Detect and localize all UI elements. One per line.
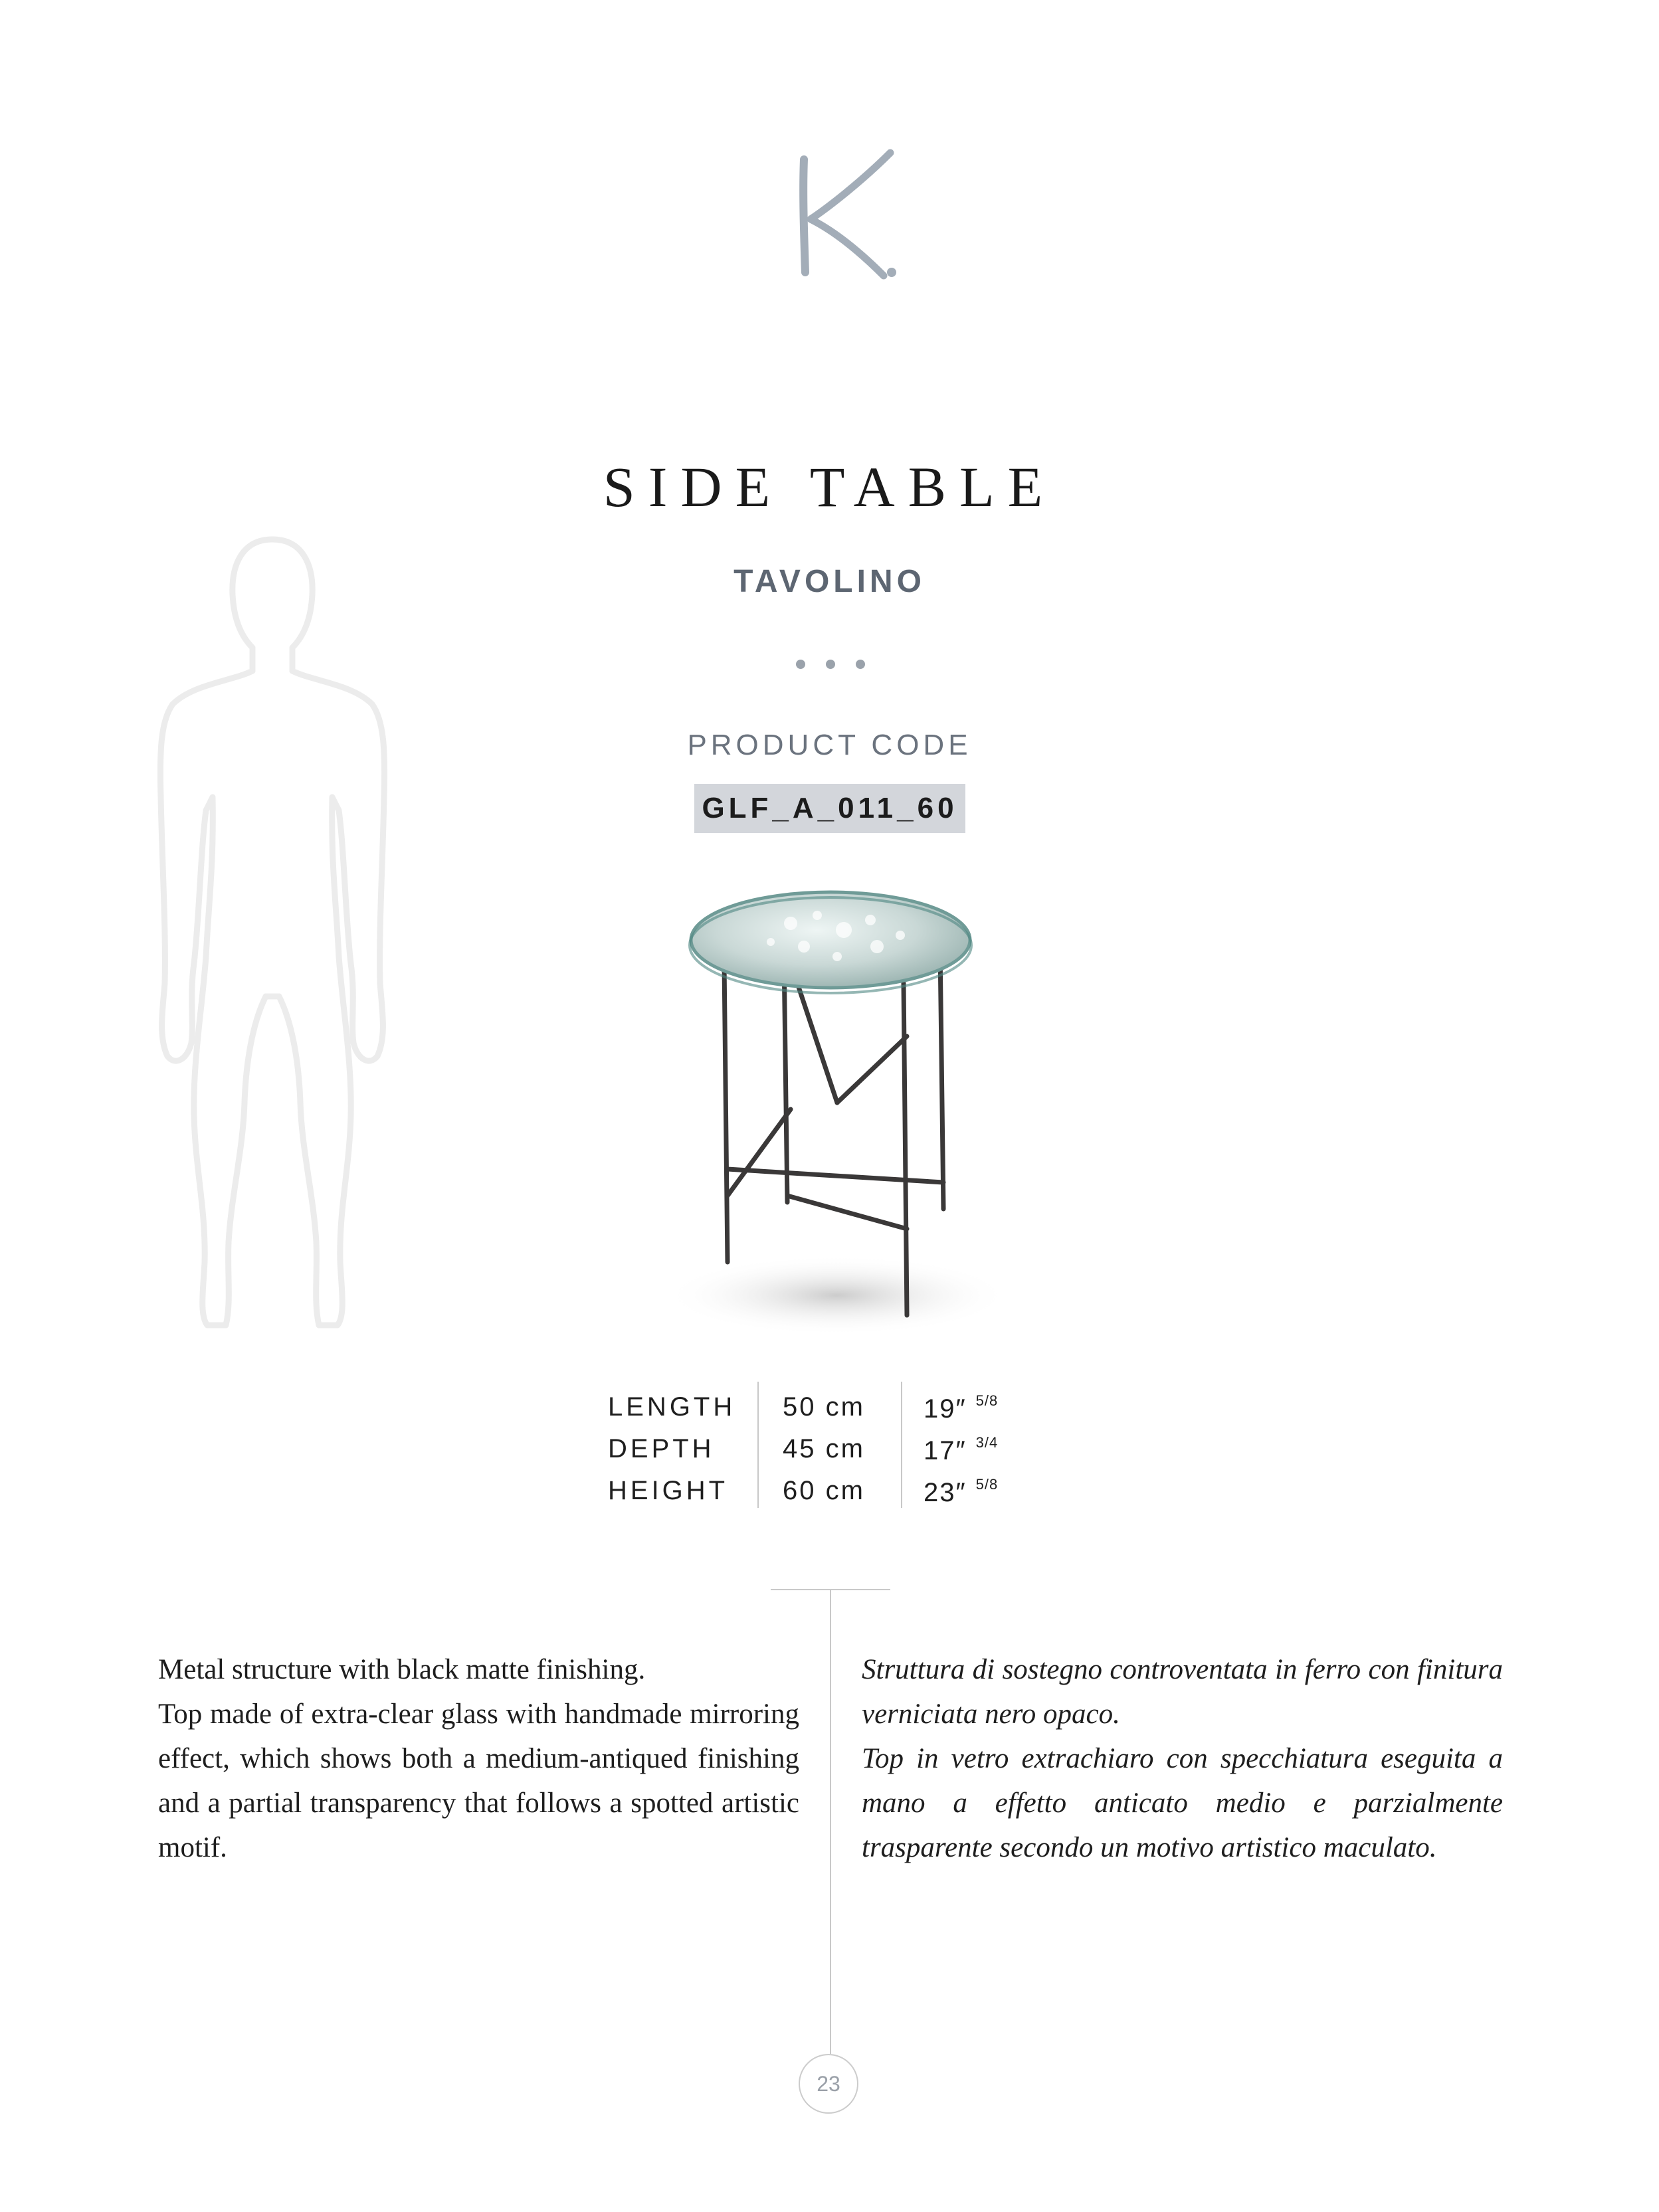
section-divider-vertical [830, 1589, 831, 2054]
description-english [158, 1647, 799, 1870]
dimension-divider [901, 1382, 902, 1508]
dimension-inch-fraction: 5/8 [975, 1392, 999, 1409]
dimension-inch-height [924, 1477, 998, 1506]
dimension-label-length: LENGTH [608, 1392, 736, 1422]
description-paragraph: Metal structure with black matte finishing. [158, 1654, 646, 1685]
dimension-label-depth: DEPTH [608, 1434, 715, 1463]
description-italian [862, 1647, 1503, 1870]
brand-logo-icon [764, 139, 924, 292]
page-title: SIDE TABLE [603, 455, 1056, 519]
dimension-inch-value: 19″ [924, 1394, 967, 1424]
page-subtitle: TAVOLINO [733, 564, 926, 599]
page-number: 23 [799, 2054, 858, 2114]
dots-divider-icon [784, 654, 877, 674]
product-code-badge [694, 784, 965, 833]
dimension-inch-value: 17″ [924, 1436, 967, 1465]
description-paragraph: Struttura di sostegno controventata in ferro con finitura verniciata nero opaco. [862, 1654, 1503, 1730]
description-paragraph: Top made of extra-clear glass with handmade mirroring effect, which shows both a medium-antiqued finishing and a partial transparency that follows a spotted artistic motif. [158, 1699, 799, 1863]
dimension-cm-height: 60 cm [783, 1476, 865, 1505]
product-code-value: GLF_A_011_60 [702, 792, 958, 824]
dimension-cm-depth: 45 cm [783, 1434, 865, 1463]
dimension-inch-length [924, 1394, 998, 1422]
dimension-cm-length: 50 cm [783, 1392, 865, 1422]
dimension-divider [757, 1382, 759, 1508]
dimension-inch-value: 23″ [924, 1478, 967, 1507]
dimension-inch-fraction: 3/4 [975, 1434, 999, 1451]
product-image [638, 883, 1023, 1368]
dimension-inch-fraction: 5/8 [975, 1476, 999, 1493]
product-code-label: PRODUCT CODE [687, 729, 972, 761]
description-paragraph: Top in vetro extrachiaro con specchiatura eseguita a mano a effetto anticato medio e parzialmente trasparente secondo un motivo artistico maculato. [862, 1743, 1503, 1863]
dimension-inch-depth [924, 1435, 998, 1464]
human-silhouette-icon [153, 531, 392, 1335]
dimension-label-height: HEIGHT [608, 1476, 729, 1505]
